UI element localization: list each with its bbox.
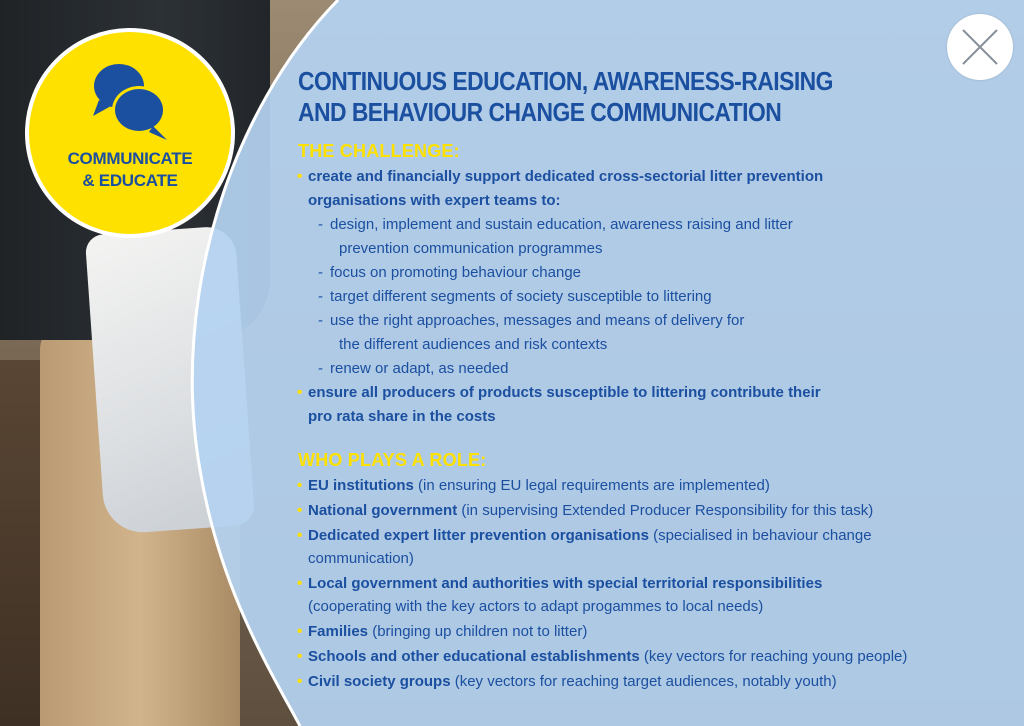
list-item: [296, 620, 907, 643]
badge-label-line1: COMMUNICATE: [67, 149, 193, 168]
sub-item-line2: the different audiences and risk contexts: [339, 336, 608, 353]
list-item: [296, 474, 907, 497]
roles-list: [296, 474, 907, 695]
sub-item-line1: renew or adapt, as needed: [330, 360, 509, 377]
category-badge: [25, 28, 235, 238]
role-name: Families: [308, 623, 369, 640]
bullet-dot: •: [297, 477, 303, 494]
list-item: [296, 645, 907, 668]
role-description: (in supervising Extended Producer Responsibility for this task): [457, 502, 874, 519]
role-description: (bringing up children not to litter): [368, 623, 588, 640]
role-name: Dedicated expert litter prevention organisations: [308, 527, 649, 544]
challenge-item1-line2: organisations with expert teams to:: [308, 192, 561, 209]
role-description-line2: communication): [308, 550, 414, 567]
badge-label-line2: & EDUCATE: [82, 171, 178, 190]
challenge-item2-line1: ensure all producers of products susceptible to littering contribute their: [308, 384, 821, 401]
list-item: [296, 524, 907, 570]
sub-list-item: - target different segments of society susceptible to littering: [308, 285, 823, 309]
sub-item-line1: use the right approaches, messages and means of delivery for: [330, 312, 745, 329]
role-description: (key vectors for reaching target audiences, notably youth): [450, 673, 837, 690]
bullet-dot: •: [297, 648, 303, 665]
bullet-dot: •: [297, 384, 303, 401]
close-icon: [947, 14, 1013, 80]
list-item: [296, 670, 907, 693]
bullet-dot: •: [297, 168, 303, 185]
challenge-list: [296, 165, 823, 429]
page-title-line1: CONTINUOUS EDUCATION, AWARENESS-RAISING: [298, 66, 833, 96]
bullet-dot: •: [297, 673, 303, 690]
role-description-line2: (cooperating with the key actors to adapt progammes to local needs): [308, 598, 764, 615]
bullet-dot: •: [297, 527, 303, 544]
role-description: (key vectors for reaching young people): [639, 648, 908, 665]
sub-item-line2: prevention communication programmes: [339, 240, 603, 257]
challenge-sublist: [308, 213, 823, 381]
sub-list-item: - design, implement and sustain education, awareness raising and litter prevention communication programmes: [308, 213, 823, 261]
sub-list-item: - renew or adapt, as needed: [308, 357, 823, 381]
role-name: Local government and authorities with special territorial responsibilities: [308, 575, 823, 592]
bullet-dot: •: [297, 502, 303, 519]
speech-bubbles-icon: [91, 60, 171, 140]
bullet-dot: •: [297, 623, 303, 640]
page-title: [298, 66, 906, 128]
role-description: (specialised in behaviour change: [648, 527, 872, 544]
page-title-line2: AND BEHAVIOUR CHANGE COMMUNICATION: [298, 97, 782, 127]
challenge-item2-line2: pro rata share in the costs: [308, 408, 496, 425]
sub-list-item: - focus on promoting behaviour change: [308, 261, 823, 285]
role-name: National government: [308, 502, 458, 519]
close-button[interactable]: [947, 14, 1013, 80]
sub-list-item: - use the right approaches, messages and means of delivery for the different audiences and risk contexts: [308, 309, 823, 357]
list-item: [296, 499, 907, 522]
challenge-heading: THE CHALLENGE:: [298, 141, 460, 161]
sub-item-line1: target different segments of society susceptible to littering: [330, 288, 712, 305]
role-name: Civil society groups: [308, 673, 451, 690]
badge-label: [29, 148, 231, 192]
roles-heading: WHO PLAYS A ROLE:: [298, 450, 487, 470]
role-description: (in ensuring EU legal requirements are implemented): [413, 477, 770, 494]
list-item: [296, 381, 823, 429]
sub-item-line1: focus on promoting behaviour change: [330, 264, 582, 281]
sub-item-line1: design, implement and sustain education, awareness raising and litter: [330, 216, 793, 233]
challenge-item1-line1: create and financially support dedicated cross-sectorial litter prevention: [308, 168, 824, 185]
role-name: Schools and other educational establishments: [308, 648, 640, 665]
bullet-dot: •: [297, 575, 303, 592]
role-name: EU institutions: [308, 477, 414, 494]
list-item: [296, 572, 907, 618]
list-item: [296, 165, 823, 381]
